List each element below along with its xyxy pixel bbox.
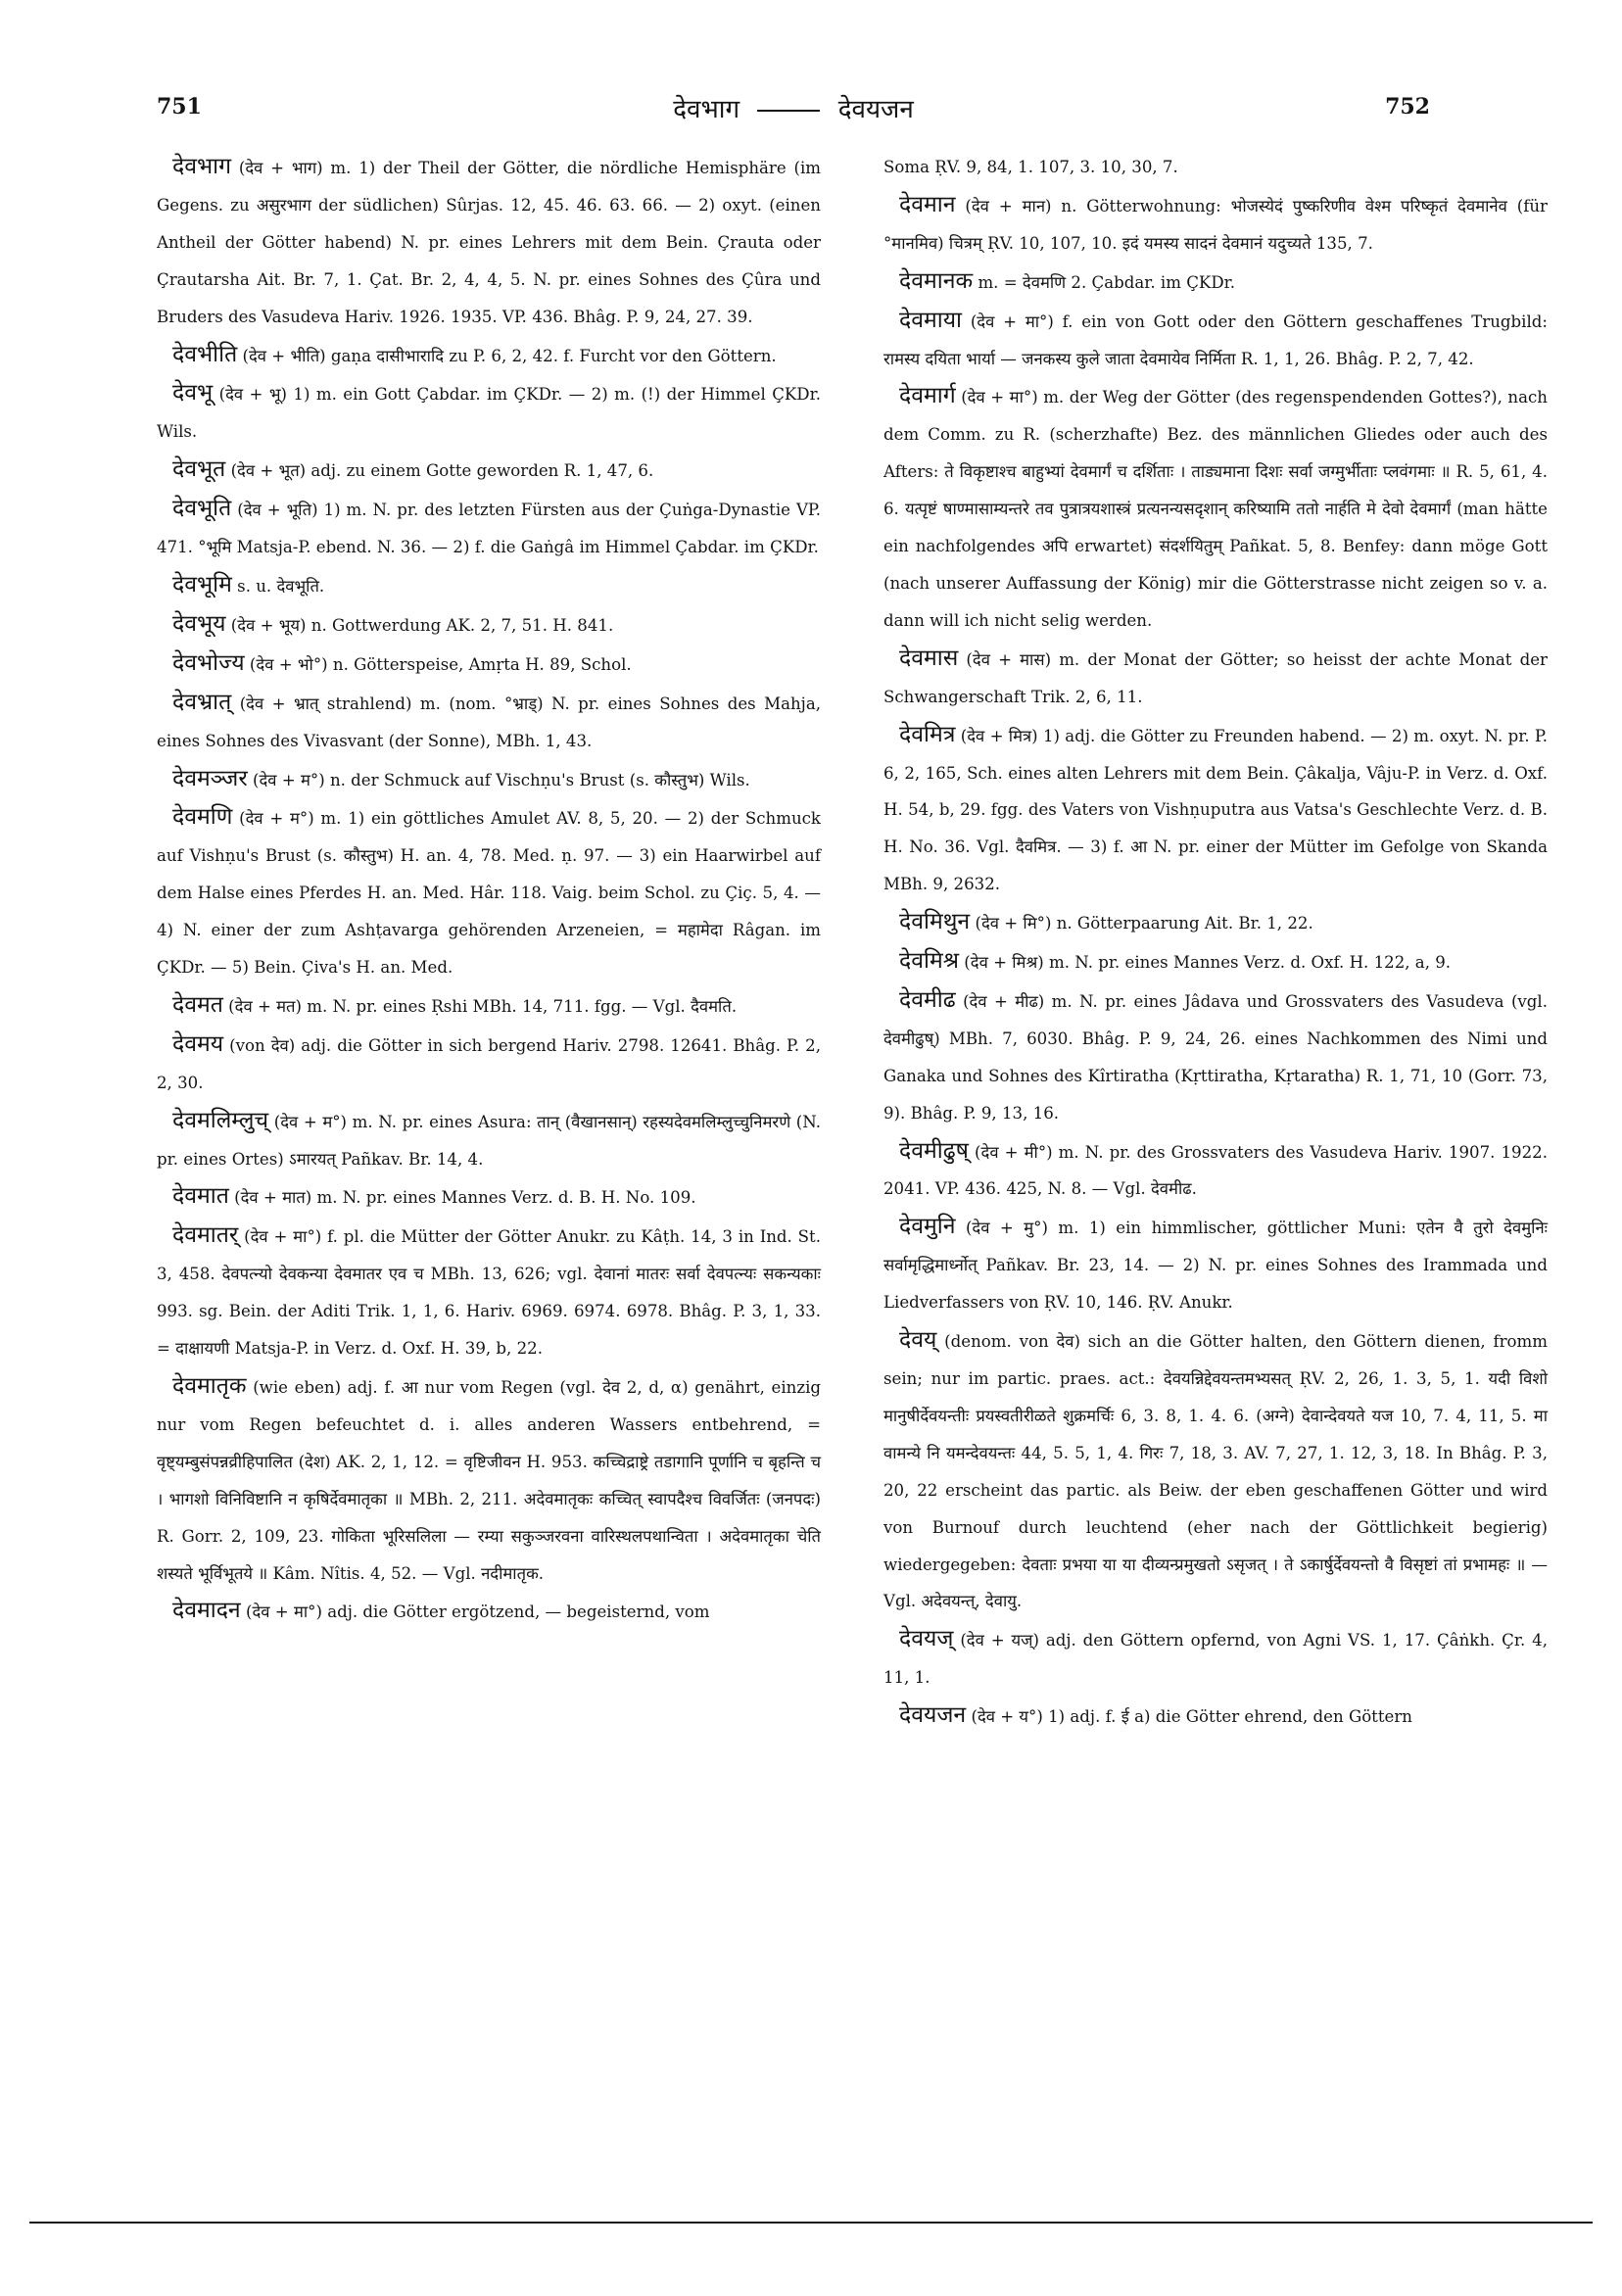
entry-text: (von देव) adj. die Götter in sich bergend Hariv. 2798. 12641. Bhâg. P. 2, 2, 30.	[157, 1035, 822, 1092]
entry-headword: देवमाया	[899, 307, 963, 333]
entry-text: (देव + मान) n. Götterwohnung: भोजस्येदं पुष्करिणीव वेश्म परिष्कृतं देवमानेव (für °मानमिव) चित्रम् ṚV. 10, 107, 10. इदं यमस्य सादनं देवमानं यदुच्यते 135, 7.	[883, 196, 1548, 253]
dictionary-entry	[883, 717, 1548, 904]
entry-headword: देवमिश्र	[899, 948, 959, 975]
entry-text: (देव + भूय) n. Gottwerdung AK. 2, 7, 51. H. 841.	[230, 615, 614, 635]
dictionary-entry	[157, 1218, 821, 1367]
entry-text: (देव + यज्) adj. den Göttern opfernd, von Agni VS. 1, 17. Çâṅkh. Çr. 4, 11, 1.	[883, 1631, 1548, 1688]
entry-headword: देवभाग	[172, 154, 232, 179]
entry-headword: देवमित्र	[899, 721, 956, 747]
dictionary-entry	[157, 452, 821, 490]
dictionary-entry	[157, 606, 821, 645]
entry-headword: देवभोज्य	[172, 649, 245, 676]
running-head	[157, 90, 1430, 125]
dictionary-entry	[883, 1698, 1548, 1736]
page-header	[157, 90, 1430, 129]
entry-text: (देव + मु°) m. 1) ein himmlischer, göttlicher Muni: एतेन वै तुरो देवमुनिः सर्वामृद्धिमार्ध्नोत् Pañkav. Br. 23, 14. — 2) N. pr. eines Sohnes des Irammada und Liedverfassers von ṚV. 10, 146. ṚV. Anukr.	[883, 1219, 1549, 1313]
dictionary-entry	[157, 685, 821, 760]
entry-text: (देव + म°) m. 1) ein göttliches Amulet AV. 8, 5, 20. — 2) der Schmuck auf Vishṇu's Brust (s. कौस्तुभ) H. an. 4, 78. Med. ṇ. 97. — 3) ein Haarwirbel auf dem Halse eines Pferdes H. an. Med. Hâr. 118. Vaig. beim Schol. zu Çiç. 5, 4. — 4) N. einer der zum Ashṭavarga gehörenden Arzeneien, = महामेदा Râgan. im ÇKDr. — 5) Bein. Çiva's H. an. Med.	[157, 809, 821, 978]
entry-headword: देवमलिम्लुच्	[172, 1107, 269, 1133]
entry-text: (देव + भो°) n. Götterspeise, Amṛta H. 89, Schol.	[249, 654, 632, 674]
dictionary-entry	[883, 187, 1548, 263]
entry-headword: देवमानक	[899, 267, 974, 294]
dictionary-entry	[157, 337, 821, 375]
dictionary-entry	[883, 149, 1548, 186]
running-head-left: देवभाग	[673, 95, 740, 124]
entry-headword: देवमणि	[172, 804, 233, 831]
entry-text: (देव + मित्र) 1) adj. die Götter zu Freunden habend. — 2) m. oxyt. N. pr. P. 6, 2, 165, Sch. eines alten Lehrers mit dem Bein. Çâkalja, Vâju-P. in Verz. d. Oxf. H. 54, b, 29. fgg. des Vaters von Vishṇuputra aus Vatsa's Geschlechte Verz. d. B. H. No. 36. Vgl. दैवमित्र. — 3) f. आ N. pr. einer der Mütter im Gefolge von Skanda MBh. 9, 2632.	[883, 726, 1549, 894]
dictionary-entry	[157, 567, 821, 605]
entry-headword: देवभू	[172, 380, 214, 407]
entry-headword: देवमातर्	[172, 1222, 239, 1249]
running-head-dash	[757, 110, 820, 112]
dictionary-entry	[157, 799, 821, 986]
entry-headword: देवमीढ	[899, 986, 956, 1013]
entry-text: (denom. von देव) sich an die Götter halten, den Göttern dienen, fromm sein; nur im partic. praes. act.: देवयन्निद्देवयन्तमभ्यसत् ṚV. 2, 26, 1. 3, 5, 1. यदी विशो मानुषीर्देवयन्तीः प्रयस्वतीरीळते शुक्रमर्चिः 6, 3. 8, 1. 4. 6. (अग्ने) देवान्देवयते यज 10, 7. 4, 11, 5. मा वामन्ये नि यमन्देवयन्तः 44, 5. 5, 1, 4. गिरः 7, 18, 3. AV. 7, 27, 1. 12, 3, 18. In Bhâg. P. 3, 20, 22 erscheint das partic. als Beiw. der eben geschaffenen Götter und wird von Burnouf durch leuchtend (eher nach der Göttlichkeit begierig) wiedergegeben: देवताः प्रभया या या दीव्यन्प्रमुखतो ऽसृजत् । ते ऽकार्षुर्देवयन्तो वै विसृष्टां तां प्रभामहः ॥ — Vgl. अदेवयन्त्, देवायु.	[883, 1332, 1548, 1611]
entry-text: (देव + मत) m. N. pr. eines Ṛshi MBh. 14, 711. fgg. — Vgl. दैवमति.	[228, 996, 738, 1016]
entry-headword: देवमास	[899, 645, 959, 671]
entry-text: (देव + मा°) f. ein von Gott oder den Göttern geschaffenes Trugbild: रामस्य दयिता भार्या — जनकस्य कुले जाता देवमायेव निर्मिता R. 1, 1, 26. Bhâg. P. 2, 7, 42.	[883, 311, 1548, 368]
entry-headword: देवमात	[172, 1183, 229, 1210]
entry-text: s. u. देवभूति.	[237, 576, 325, 596]
dictionary-entry	[157, 149, 821, 336]
right-column	[883, 149, 1548, 1737]
left-column	[157, 149, 821, 1632]
dictionary-entry	[883, 303, 1548, 378]
entry-text: (देव + म°) m. N. pr. eines Asura: तान् (वैखानसान्) रहस्यदेवमलिम्लुच्चुनिमरणे (N. pr. eines Ortes) ऽमारयत् Pañkav. Br. 14, 4.	[157, 1112, 821, 1169]
entry-text: (wie eben) adj. f. आ nur vom Regen (vgl. देव 2, d, α) genährt, einzig nur vom Regen befeuchtet d. i. alles anderen Wassers entbehrend, = वृष्ट्यम्बुसंपन्नव्रीहिपालित (देश) AK. 2, 1, 12. = वृष्टिजीवन H. 953. कच्चिद्राष्ट्रे तडागानि पूर्णानि च बृहन्ति च । भागशो विनिविष्टानि न कृषिर्देवमातृका ॥ MBh. 2, 211. अदेवमातृकः कच्चित् स्वापदैश्च विवर्जितः (जनपदः) R. Gorr. 2, 109, 23. गोकिता भूरिसलिला — रम्या सकुञ्जरवना वारिस्थलपथान्विता । अदेवमातृका चेति शस्यते भूर्विभूतये ॥ Kâm. Nîtis. 4, 52. — Vgl. नदीमातृक.	[157, 1378, 821, 1583]
footer-rule	[29, 2222, 1593, 2224]
entry-headword: देवमुनि	[899, 1214, 956, 1240]
entry-text: (देव + म°) n. der Schmuck auf Vischṇu's Brust (s. कौस्तुभ) Wils.	[253, 770, 750, 789]
entry-headword: देवमत	[172, 991, 223, 1018]
dictionary-entry	[883, 943, 1548, 981]
entry-text: (देव + मिश्र) m. N. pr. eines Mannes Verz. d. Oxf. H. 122, a, 9.	[964, 953, 1452, 973]
entry-text: (देव + भाग) m. 1) der Theil der Götter, die nördliche Hemisphäre (im Gegens. zu असुरभाग der südlichen) Sûrjas. 12, 45. 46. 63. 66. — 2) oxyt. (einen Antheil der Götter habend) N. pr. eines Lehrers mit dem Bein. Çrauta oder Çrautarsha Ait. Br. 7, 1. Çat. Br. 2, 4, 4, 5. N. pr. eines Sohnes des Çûra und Bruders des Vasudeva Hariv. 1926. 1935. VP. 436. Bhâg. P. 9, 24, 27. 39.	[157, 159, 821, 326]
entry-text: (देव + भूति) 1) m. N. pr. des letzten Fürsten aus der Çuṅga-Dynastie VP. 471. °भूमि Matsja-P. ebend. N. 36. — 2) f. die Gaṅgâ im Himmel Çabdar. im ÇKDr.	[157, 501, 821, 557]
entry-text: (देव + मी°) m. N. pr. des Grossvaters des Vasudeva Hariv. 1907. 1922. 2041. VP. 436. 425, N. 8. — Vgl. देवमीढ.	[883, 1142, 1548, 1199]
entry-text: (देव + मात) m. N. pr. eines Mannes Verz. d. B. H. No. 109.	[234, 1188, 696, 1208]
dictionary-entry	[157, 1103, 821, 1178]
dictionary-entry	[157, 1178, 821, 1217]
entry-text: (देव + मीढ) m. N. pr. eines Jâdava und Grossvaters des Vasudeva (vgl. देवमीढुष्) MBh. 7, 6030. Bhâg. P. 9, 24, 26. eines Nachkommen des Nimi und Ganaka und Sohnes des Kîrtiratha (Kṛttiratha, Kṛtaratha) R. 1, 71, 10 (Gorr. 73, 9). Bhâg. P. 9, 13, 16.	[883, 991, 1548, 1123]
entry-headword: देवभूत	[172, 456, 226, 483]
entry-headword: देवमान	[899, 191, 956, 217]
dictionary-entry	[883, 1209, 1548, 1321]
dictionary-entry	[883, 982, 1548, 1132]
dictionary-entry	[157, 1368, 821, 1592]
dictionary-entry	[157, 491, 821, 566]
entry-headword: देवभूति	[172, 496, 232, 522]
entry-text: (देव + भ्रात् strahlend) m. (nom. °भ्राड्) N. pr. eines Sohnes des Mahja, eines Sohnes des Vivasvant (der Sonne), MBh. 1, 43.	[157, 694, 821, 750]
entry-headword: देवमातृक	[172, 1373, 247, 1399]
dictionary-entry	[883, 378, 1548, 639]
dictionary-entry	[883, 1322, 1548, 1620]
entry-text: (देव + भूत) adj. zu einem Gotte geworden R. 1, 47, 6.	[230, 461, 654, 481]
entry-headword: देवमिथुन	[899, 909, 971, 935]
dictionary-entry	[157, 646, 821, 684]
entry-headword: देवमय	[172, 1030, 224, 1057]
dictionary-entry	[883, 263, 1548, 302]
dictionary-entry	[157, 1027, 821, 1102]
entry-headword: देवमीढुष्	[899, 1137, 969, 1164]
dictionary-entry	[883, 641, 1548, 716]
running-head-right: देवयजन	[837, 95, 914, 124]
entry-text: m. = देवमणि 2. Çabdar. im ÇKDr.	[978, 272, 1236, 292]
entry-headword: देवभ्रात्	[172, 689, 232, 715]
entry-headword: देवयज्	[899, 1626, 954, 1652]
dictionary-entry	[157, 761, 821, 799]
page-number-left: 751	[157, 94, 202, 120]
dictionary-entry	[883, 1621, 1548, 1697]
entry-text: (देव + मा°) adj. die Götter ergötzend, — begeisternd, vom	[245, 1602, 710, 1622]
entry-headword: देवमादन	[172, 1598, 241, 1624]
dictionary-entry	[157, 375, 821, 451]
dictionary-entry	[883, 904, 1548, 942]
entry-text: (देव + य°) 1) adj. f. ई a) die Götter ehrend, den Göttern	[971, 1707, 1412, 1727]
entry-headword: देवय्	[899, 1327, 937, 1354]
dictionary-entry	[157, 1593, 821, 1631]
entry-headword: देवभूमि	[172, 571, 232, 598]
dictionary-entry	[883, 1133, 1548, 1209]
entry-headword: देवमञ्जर	[172, 765, 248, 791]
entry-headword: देवभूय	[172, 610, 226, 637]
entry-text: (देव + मा°) m. der Weg der Götter (des regenspendenden Gottes?), nach dem Comm. zu R. (scherzhafte) Bez. des männlichen Gliedes oder auch des Afters: ते विकृष्टाश्च बाहुभ्यां देवमार्गं च दर्शिताः । ताड्यमाना दिशः सर्वा जग्मुर्भीताः प्लवंगमाः ॥ R. 5, 61, 4. 6. यत्पृष्टं षाण्मासाम्यन्तरे तव पुत्रात्रयशास्त्रं प्रत्यनन्यसदृशान् करिष्यामि ततो नार्हति मे देवो देवमार्गं (man hätte ein nachfolgendes अपि erwartet) संदर्शयितुम् Pañkat. 5, 8. Benfey: dann möge Gott (nach unserer Auffassung der König) mir die Götterstrasse nicht zeigen so v. a. dann will ich nicht selig werden.	[883, 388, 1548, 630]
entry-text: (देव + भू) 1) m. ein Gott Çabdar. im ÇKDr. — 2) m. (!) der Himmel ÇKDr. Wils.	[157, 385, 821, 442]
entry-headword: देवयजन	[899, 1702, 967, 1729]
dictionary-entry	[157, 987, 821, 1026]
entry-text: (देव + मास) m. der Monat der Götter; so heisst der achte Monat der Schwangerschaft Trik. 2, 6, 11.	[883, 649, 1548, 706]
entry-text: (देव + मि°) n. Götterpaarung Ait. Br. 1, 22.	[975, 914, 1313, 933]
entry-text: (देव + मा°) f. pl. die Mütter der Götter Anukr. zu Kâṭh. 14, 3 in Ind. St. 3, 458. देवपत्न्यो देवकन्या देवमातर एव च MBh. 13, 626; vgl. देवानां मातरः सर्वा देवपत्न्यः सकन्यकाः 993. sg. Bein. der Aditi Trik. 1, 1, 6. Hariv. 6969. 6974. 6978. Bhâg. P. 3, 1, 33. = दाक्षायणी Matsja-P. in Verz. d. Oxf. H. 39, b, 22.	[157, 1227, 821, 1359]
entry-headword: देवभीति	[172, 341, 238, 367]
entry-headword: देवमार्ग	[899, 383, 956, 409]
entry-text: (देव + भीति) gaṇa दासीभारादि zu P. 6, 2, 42. f. Furcht vor den Göttern.	[242, 346, 777, 365]
entry-text: Soma ṚV. 9, 84, 1. 107, 3. 10, 30, 7.	[883, 158, 1178, 176]
page-number-right: 752	[1385, 94, 1430, 120]
